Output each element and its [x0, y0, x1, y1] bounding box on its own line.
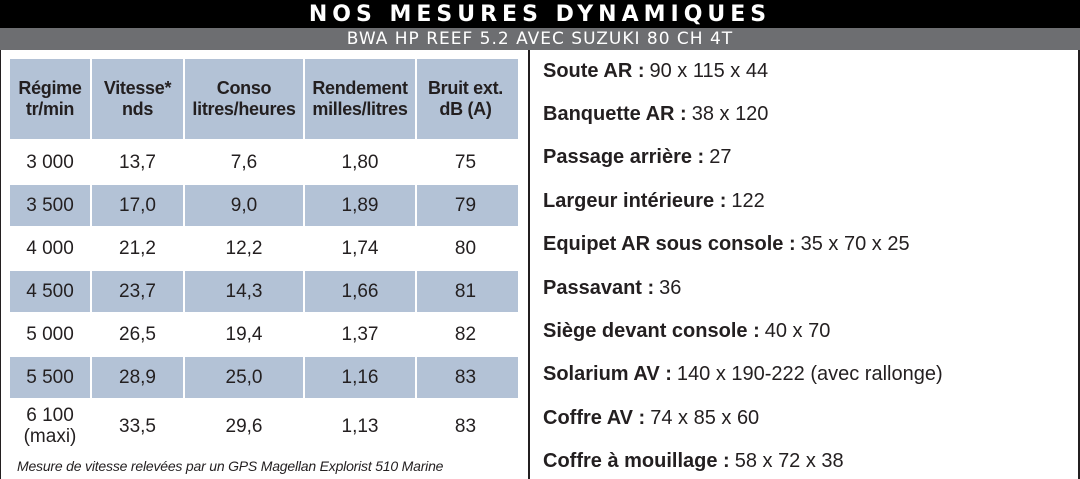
cell-regime: 5 500	[26, 367, 74, 388]
cell-bruit: 83	[454, 367, 477, 388]
cell-vitesse: 13,7	[119, 152, 156, 173]
table-row	[10, 185, 518, 226]
spec-label: Equipet AR sous console :	[543, 233, 796, 256]
cell-conso: 7,6	[230, 152, 258, 173]
table-row	[10, 228, 518, 269]
maxi-note: (maxi)	[23, 426, 77, 447]
cell-bruit: 80	[454, 238, 477, 259]
cell-vitesse: 28,9	[119, 367, 156, 388]
cell-regime: 4 000	[26, 238, 74, 259]
spec-value: 36	[659, 276, 682, 299]
cell-regime: 4 500	[26, 281, 74, 302]
cell-rendement: 1,37	[341, 324, 379, 345]
cell-rendement: 1,13	[341, 415, 379, 437]
spec-item	[543, 145, 731, 171]
table-row	[10, 314, 518, 355]
cell-vitesse: 17,0	[119, 195, 156, 216]
spec-label: Coffre AV :	[543, 406, 646, 429]
spec-label: Siège devant console :	[543, 319, 760, 342]
header-vitesse: Vitesse* nds	[103, 78, 172, 119]
page-title: NOS MESURES DYNAMIQUES	[0, 0, 1080, 28]
spec-label: Banquette AR :	[543, 102, 687, 125]
cell-bruit: 82	[454, 324, 477, 345]
column-divider	[528, 50, 530, 479]
cell-conso: 19,4	[225, 324, 263, 345]
page-subtitle: BWA HP REEF 5.2 AVEC SUZUKI 80 CH 4T	[0, 28, 1080, 50]
table-row	[10, 271, 518, 312]
table-row	[10, 357, 518, 398]
cell-rendement: 1,89	[341, 195, 379, 216]
spec-item	[543, 318, 830, 344]
table-header-row	[10, 59, 518, 139]
spec-item	[543, 405, 759, 431]
cell-bruit: 75	[454, 152, 477, 173]
spec-label: Passage arrière :	[543, 146, 705, 169]
spec-item	[543, 188, 765, 214]
spec-item	[543, 275, 681, 301]
spec-label: Passavant :	[543, 276, 655, 299]
spec-item	[543, 449, 844, 475]
cell-conso: 9,0	[230, 195, 258, 216]
spec-value: 58 x 72 x 38	[734, 450, 844, 473]
spec-item	[543, 58, 768, 84]
header-conso: Conso litres/heures	[192, 78, 296, 119]
cell-bruit: 83	[454, 415, 477, 437]
cell-vitesse: 23,7	[119, 281, 156, 302]
spec-value: 27	[709, 146, 732, 169]
spec-item	[543, 101, 768, 127]
cell-rendement: 1,16	[341, 367, 379, 388]
cell-conso: 12,2	[225, 238, 263, 259]
spec-value: 140 x 190-222 (avec rallonge)	[676, 363, 943, 386]
cell-bruit: 81	[454, 281, 477, 302]
cell-vitesse: 26,5	[119, 324, 156, 345]
cell-conso: 14,3	[225, 281, 263, 302]
cell-rendement: 1,74	[341, 238, 379, 259]
spec-value: 38 x 120	[691, 102, 769, 125]
cell-conso: 25,0	[225, 367, 263, 388]
table-row	[10, 400, 518, 452]
spec-value: 90 x 115 x 44	[649, 59, 769, 82]
cell-regime: 5 000	[26, 324, 74, 345]
cell-conso: 29,6	[225, 415, 263, 437]
cell-regime: 3 000	[26, 152, 74, 173]
spec-value: 122	[731, 189, 765, 212]
footnote: Mesure de vitesse relevées par un GPS Magellan Explorist 510 Marine	[17, 458, 444, 474]
spec-label: Largeur intérieure :	[543, 189, 727, 212]
spec-label: Solarium AV :	[543, 363, 672, 386]
table-row	[10, 142, 518, 183]
cell-regime: 6 100 (maxi)	[23, 405, 77, 447]
spec-value: 40 x 70	[764, 319, 831, 342]
spec-item	[543, 232, 910, 258]
header-regime: Régime tr/min	[18, 78, 82, 119]
spec-label: Soute AR :	[543, 59, 645, 82]
cell-bruit: 79	[454, 195, 477, 216]
spec-item	[543, 362, 943, 388]
spec-label: Coffre à mouillage :	[543, 450, 730, 473]
header-rendement: Rendement milles/litres	[312, 78, 408, 119]
cell-rendement: 1,80	[341, 152, 379, 173]
cell-rendement: 1,66	[341, 281, 379, 302]
cell-vitesse: 21,2	[119, 238, 156, 259]
cell-regime: 3 500	[26, 195, 74, 216]
header-bruit: Bruit ext. dB (A)	[427, 78, 503, 119]
cell-vitesse: 33,5	[119, 415, 156, 437]
spec-value: 35 x 70 x 25	[800, 233, 910, 256]
spec-value: 74 x 85 x 60	[650, 406, 760, 429]
